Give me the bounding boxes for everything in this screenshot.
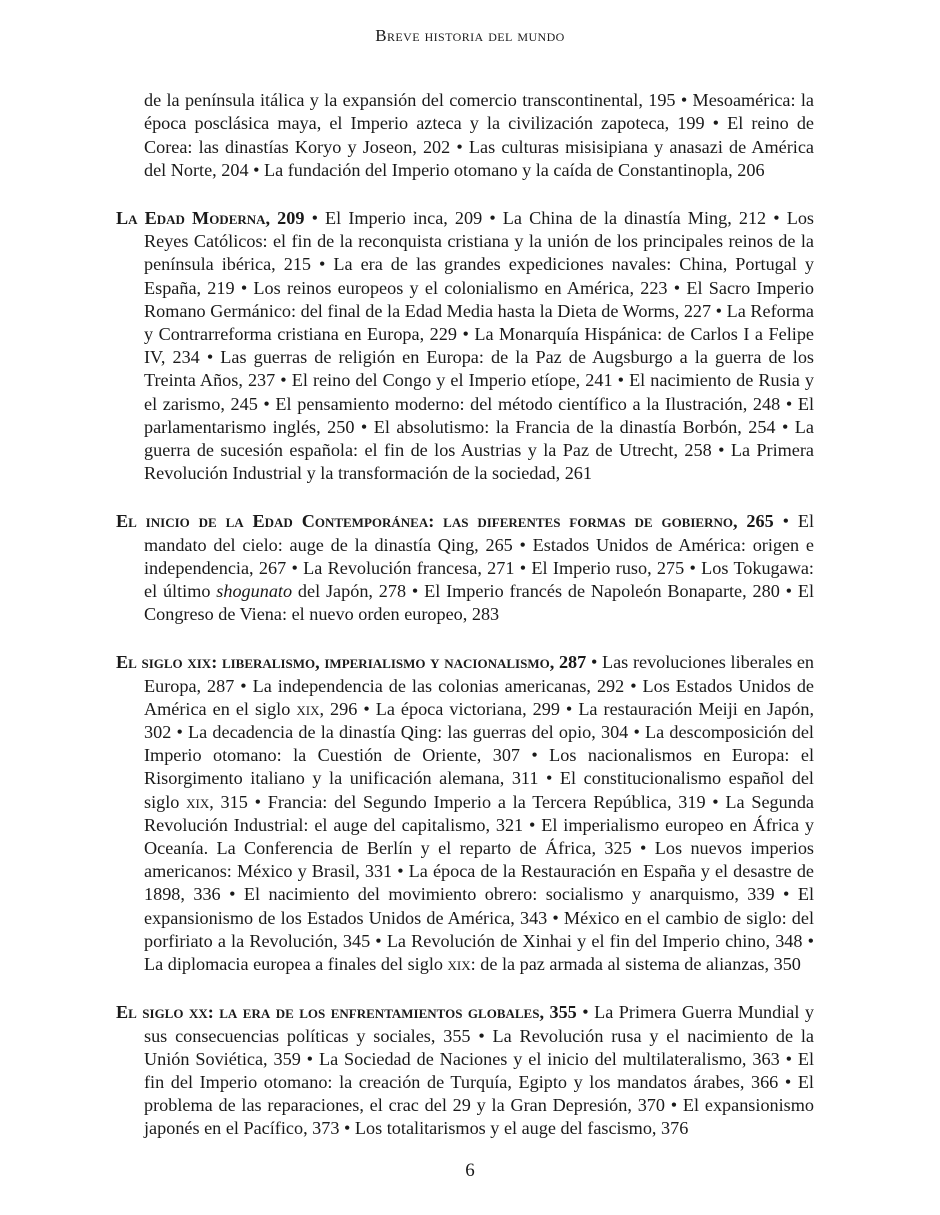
running-head: Breve historia del mundo [375, 26, 565, 45]
toc-section-heading: La Edad Moderna, 209 [116, 208, 305, 228]
toc-section-heading: El siglo xix: liberalismo, imperialismo y nacionalismo, 287 [116, 652, 587, 673]
toc-entry-text: • El mandato del cielo: auge de la dinastía Qing, 265 • Estados Unidos de América: origen e independencia, 267 • La Revolución francesa, 271 • El Imperio ruso, 275 • Los Tokugawa: el último shogunato del Japón, 278 • El Imperio francés de Napoleón Bonaparte, 280 • El Congreso de Viena: el nuevo orden europeo, 283 [144, 511, 814, 625]
toc-entry-text: • La Primera Guerra Mundial y sus consecuencias políticas y sociales, 355 • La Revolución rusa y el nacimiento de la Unión Soviética, 359 • La Sociedad de Naciones y el inicio del multilateralismo, 363 • El fin del Imperio otomano: la creación de Turquía, Egipto y los mandatos árabes, 366 • El problema de las reparaciones, el crac del 29 y la Gran Depresión, 370 • El expansionismo japonés en el Pacífico, 373 • Los totalitarismos y el auge del fascismo, 376 [144, 1002, 814, 1139]
toc-entry-text: de la península itálica y la expansión del comercio transcontinental, 195 • Mesoamérica: la época posclásica maya, el Imperio azteca y la civilización zapoteca, 199 • El reino de Corea: las dinastías Koryo y Joseon, 202 • Las culturas misisipiana y anasazi de América del Norte, 204 • La fundación del Imperio otomano y la caída de Constantinopla, 206 [144, 90, 814, 180]
toc-entry-siglo-xx [116, 1001, 814, 1140]
toc-section-heading: El siglo xx: la era de los enfrentamientos globales, 355 [116, 1002, 577, 1023]
page-number: 6 [465, 1160, 475, 1181]
table-of-contents [116, 71, 814, 1166]
toc-entry-text: • Las revoluciones liberales en Europa, 287 • La independencia de las colonias americanas, 292 • Los Estados Unidos de América en el siglo xix, 296 • La época victoriana, 299 • La restauración Meiji en Japón, 302 • La decadencia de la dinastía Qing: las guerras del opio, 304 • La descomposición del Imperio otomano: la Cuestión de Oriente, 307 • Los nacionalismos en Europa: el Risorgimento italiano y la unificación alemana, 311 • El constitucionalismo español del siglo xix, 315 • Francia: del Segundo Imperio a la Tercera República, 319 • La Segunda Revolución Industrial: el auge del capitalismo, 321 • El imperialismo europeo en África y Oceanía. La Conferencia de Berlín y el reparto de África, 325 • Los nuevos imperios americanos: México y Brasil, 331 • La época de la Restauración en España y el desastre de 1898, 336 • El nacimiento del movimiento obrero: socialismo y anarquismo, 339 • El expansionismo de los Estados Unidos de América, 343 • México en el cambio de siglo: del porfiriato a la Revolución, 345 • La Revolución de Xinhai y el fin del Imperio chino, 348 • La diplomacia europea a finales del siglo xix: de la paz armada al sistema de alianzas, 350 [144, 652, 815, 975]
toc-entry-edad-moderna [116, 207, 814, 485]
toc-entry-continuation [116, 89, 814, 182]
toc-section-heading: El inicio de la Edad Contemporánea: las diferentes formas de gobierno, 265 [116, 511, 774, 532]
toc-entry-siglo-xix [116, 651, 814, 976]
toc-entry-text: • El Imperio inca, 209 • La China de la dinastía Ming, 212 • Los Reyes Católicos: el fin de la reconquista cristiana y la unión de los principales reinos de la península ibérica, 215 • La era de las grandes expediciones navales: China, Portugal y España, 219 • Los reinos europeos y el colonialismo en América, 223 • El Sacro Imperio Romano Germánico: del final de la Edad Media hasta la Dieta de Worms, 227 • La Reforma y Contrarreforma cristiana en Europa, 229 • La Monarquía Hispánica: de Carlos I a Felipe IV, 234 • Las guerras de religión en Europa: de la Paz de Augsburgo a la guerra de los Treinta Años, 237 • El reino del Congo y el Imperio etíope, 241 • El nacimiento de Rusia y el zarismo, 245 • El pensamiento moderno: del método científico a la Ilustración, 248 • El parlamentarismo inglés, 250 • El absolutismo: la Francia de la dinastía Borbón, 254 • La guerra de sucesión española: el fin de los Austrias y la Paz de Utrecht, 258 • La Primera Revolución Industrial y la transformación de la sociedad, 261 [144, 208, 815, 484]
toc-entry-edad-contemporanea [116, 510, 814, 626]
